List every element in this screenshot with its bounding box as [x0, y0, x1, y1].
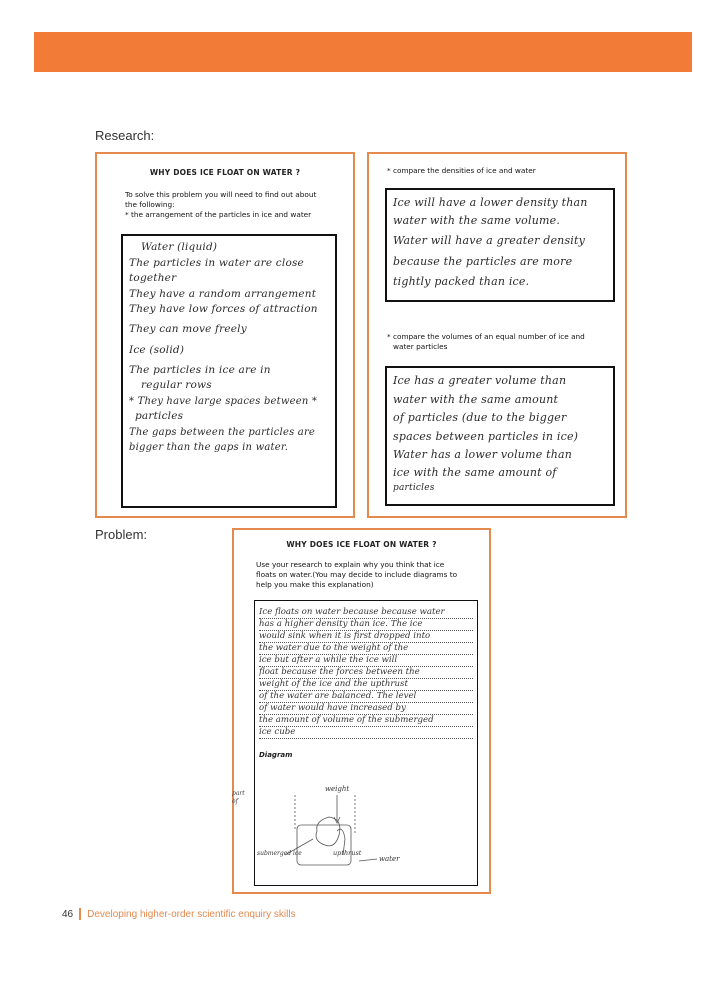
handwriting-line: because the particles are more: [393, 255, 573, 268]
handwriting-line: They have low forces of attraction: [129, 303, 318, 315]
handwriting-line: The particles in ice are in: [129, 363, 271, 376]
handwriting-line: They have a random arrangement: [129, 287, 317, 300]
instruction-line: floats on water.(You may decide to include diagrams to: [256, 570, 458, 579]
worksheet-instructions: [256, 560, 457, 590]
answer-box-volumes: [385, 366, 615, 506]
prompt-line: * compare the volumes of an equal number of ice and: [387, 332, 585, 341]
handwriting-line: has a higher density than ice. The ice: [259, 619, 473, 631]
answer-box-explanation: [254, 600, 478, 886]
worksheet-title: WHY DOES ICE FLOAT ON WATER ?: [286, 540, 437, 549]
instruction-line: Use your research to explain why you think that ice: [256, 560, 445, 569]
research-label: Research:: [95, 128, 155, 143]
ice-in-water-diagram: [255, 769, 465, 879]
diagram-label-water: water: [379, 855, 400, 863]
research-sheet-density-volume: [367, 152, 627, 518]
handwriting-line: particles: [135, 410, 184, 422]
handwriting-line: The particles in water are close: [129, 256, 304, 269]
prompt-densities: * compare the densities of ice and water: [387, 166, 536, 175]
prompt-line: water particles: [393, 342, 448, 351]
instruction-line: * the arrangement of the particles in ice and water: [125, 210, 312, 219]
handwriting-line: * They have large spaces between *: [129, 395, 318, 407]
diagram-label: Diagram: [259, 751, 293, 759]
footer-divider: [79, 908, 81, 920]
page-number: 46: [62, 908, 74, 920]
handwriting-line: of water would have increased by: [259, 703, 473, 715]
handwriting-line: the amount of volume of the submerged: [259, 715, 473, 727]
footer-title: Developing higher-order scientific enquiry skills: [87, 908, 296, 920]
handwriting-line: Ice will have a lower density than: [393, 196, 588, 209]
handwriting-line: ice cube: [259, 727, 473, 739]
handwriting-line: the water due to the weight of the: [259, 643, 473, 655]
handwriting-line: particles: [393, 482, 435, 493]
problem-label: Problem:: [95, 527, 148, 542]
handwriting-line: float because the forces between the: [259, 667, 473, 679]
problem-sheet: [232, 528, 491, 894]
instruction-line: help you make this explanation): [256, 580, 374, 589]
worksheet-title: WHY DOES ICE FLOAT ON WATER ?: [149, 168, 301, 177]
margin-note: part of: [232, 790, 245, 805]
handwriting-line: would sink when it is first dropped into: [259, 631, 473, 643]
handwriting-line: They can move freely: [129, 322, 247, 335]
handwriting-line: weight of the ice and the upthrust: [259, 679, 473, 691]
research-sheet-arrangement: [95, 152, 355, 518]
handwriting-line: of the water are balanced. The level: [259, 691, 473, 703]
handwriting-line: Water (liquid): [141, 241, 218, 253]
handwriting-line: spaces between particles in ice): [393, 429, 579, 443]
handwriting-line: Water will have a greater density: [393, 234, 586, 247]
diagram-label-upthrust: upthrust: [333, 849, 362, 857]
handwriting-line: together: [129, 272, 177, 284]
page-footer: [62, 908, 296, 920]
handwriting-line: water with the same amount: [393, 392, 559, 406]
handwriting-line: ice but after a while the ice will: [259, 655, 473, 667]
answer-box-densities: [385, 188, 615, 302]
handwriting-line: ice with the same amount of: [393, 465, 557, 479]
handwriting-line: regular rows: [141, 379, 212, 391]
answer-box-arrangement: [121, 234, 337, 508]
handwriting-line: Ice (solid): [129, 344, 185, 356]
worksheet-instructions: [125, 190, 316, 220]
handwriting-line: Ice has a greater volume than: [393, 374, 567, 387]
handwriting-line: tightly packed than ice.: [393, 275, 530, 288]
header-bar: [34, 32, 692, 72]
handwriting-line: water with the same volume.: [393, 214, 561, 227]
handwriting-line: Water has a lower volume than: [393, 448, 573, 461]
diagram-label-weight: weight: [325, 785, 350, 793]
handwriting-line: bigger than the gaps in water.: [129, 442, 289, 453]
instruction-line: the following:: [125, 200, 175, 209]
prompt-volumes: [387, 332, 585, 352]
handwriting-line: Ice floats on water because because water: [259, 607, 473, 619]
instruction-line: To solve this problem you will need to find out about: [125, 190, 317, 199]
handwriting-line: The gaps between the particles are: [129, 426, 316, 438]
diagram-label-submerged-ice: submerged ice: [257, 850, 302, 857]
handwriting-line: of particles (due to the bigger: [393, 411, 567, 424]
